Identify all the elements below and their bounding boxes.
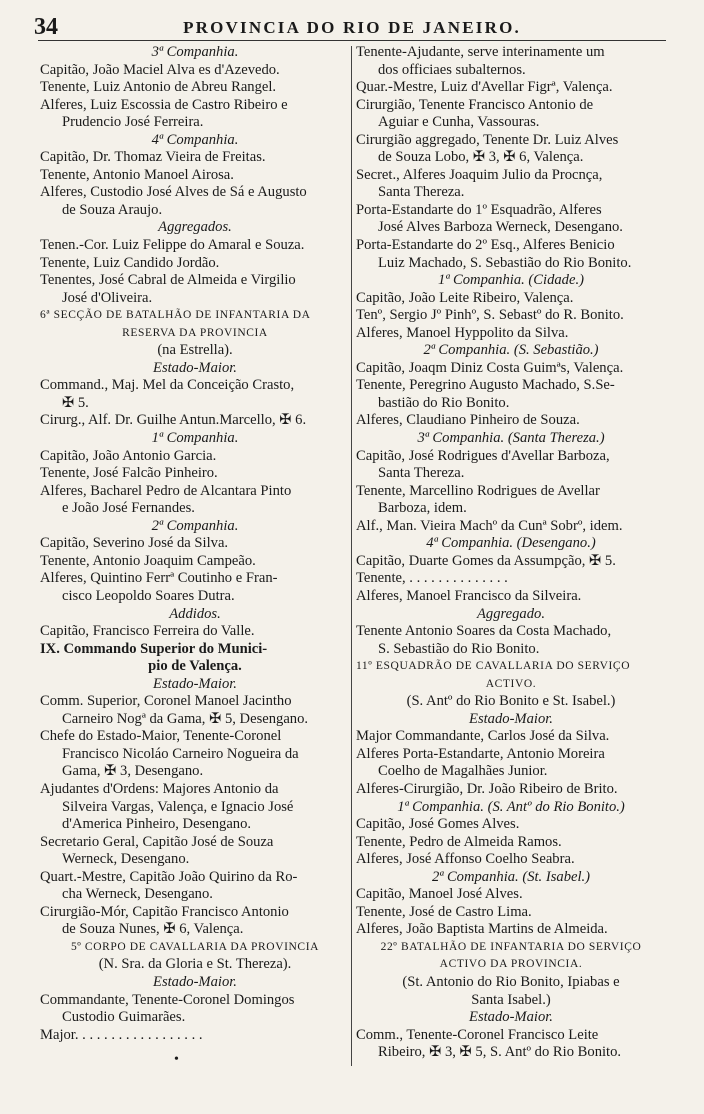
- page-header: [30, 8, 674, 40]
- text-line: Alferes, Bacharel Pedro de Alcantara Pinto: [40, 482, 292, 499]
- text-line: 1ª Companhia.: [151, 430, 239, 447]
- text-line: Alferes, Luiz Escossia de Castro Ribeiro e: [40, 96, 288, 113]
- text-line: Capitão, Manoel José Alves.: [356, 886, 523, 903]
- text-line: Capitão, José Gomes Alves.: [356, 816, 520, 833]
- text-line: Estado-Maior.: [153, 359, 237, 376]
- text-line: Werneck, Desengano.: [62, 851, 190, 868]
- text-line: de Souza Araujo.: [62, 201, 163, 218]
- text-line: 4ª Companhia. (Desengano.): [426, 535, 596, 552]
- text-line: Tenente-Ajudante, serve interinamente um: [356, 44, 605, 60]
- text-line: Cirurgião, Tenente Francisco Antonio de: [356, 96, 594, 113]
- text-line: Capitão, João Leite Ribeiro, Valença.: [356, 289, 574, 306]
- text-line: Porta-Estandarte do 1º Esquadrão, Alferes: [356, 201, 602, 218]
- text-line: Capitão, João Maciel Alva es d'Azevedo.: [40, 61, 280, 78]
- text-line: Alferes, Manoel Hyppolito da Silva.: [356, 324, 569, 341]
- text-line: Estado-Maior.: [469, 710, 553, 727]
- text-line: Tenente, Marcellino Rodrigues de Avellar: [356, 482, 600, 499]
- text-line: Alferes, Custodio José Alves de Sá e Augusto: [40, 184, 307, 201]
- text-line: Tenente, Antonio Joaquim Campeão.: [40, 552, 256, 569]
- text-line: Tenentes, José Cabral de Almeida e Virgilio: [40, 272, 296, 289]
- text-line: 11º ESQUADRÃO DE CAVALLARIA DO SERVIÇO: [356, 660, 631, 673]
- text-line: Gama, ✠ 3, Desengano.: [62, 763, 204, 780]
- text-line: Secretario Geral, Capitão José de Souza: [40, 833, 274, 850]
- text-line: Tenente, . . . . . . . . . . . . . .: [356, 570, 508, 587]
- text-line: Alferes, João Baptista Martins de Almeida.: [356, 921, 608, 938]
- text-line: José d'Oliveira.: [62, 289, 153, 306]
- text-line: Carneiro Nogª da Gama, ✠ 5, Desengano.: [62, 710, 309, 727]
- text-line: 2ª Companhia. (St. Isabel.): [431, 868, 591, 885]
- text-line: Cirurg., Alf. Dr. Guilhe Antun.Marcello, ✠ 6.: [40, 412, 307, 429]
- text-line: Chefe do Estado-Maior, Tenente-Coronel: [40, 728, 282, 745]
- text-line: Alferes-Cirurgião, Dr. João Ribeiro de Brito.: [356, 780, 618, 797]
- text-line: Coelho de Magalhães Junior.: [378, 763, 548, 780]
- text-line: Santa Isabel.): [471, 991, 551, 1008]
- left-column: [40, 44, 350, 1044]
- text-line: Major. . . . . . . . . . . . . . . . . .: [40, 1026, 203, 1043]
- text-line: Silveira Vargas, Valença, e Ignacio José: [62, 798, 294, 815]
- column-divider: [351, 46, 352, 1066]
- text-line: Santa Thereza.: [378, 465, 465, 482]
- text-line: Luiz Machado, S. Sebastião do Rio Bonito.: [378, 254, 632, 271]
- text-line: Quart.-Mestre, Capitão João Quirino da Ro-: [40, 868, 298, 885]
- text-line: Tenente Antonio Soares da Costa Machado,: [356, 623, 612, 640]
- page-number: 34: [34, 14, 58, 40]
- text-line: 4ª Companhia.: [151, 131, 239, 148]
- footer-mark: •: [174, 1052, 179, 1067]
- text-line: Aggregados.: [158, 219, 232, 236]
- text-line: Aguiar e Cunha, Vassouras.: [378, 114, 540, 131]
- text-line: Francisco Nicoláo Carneiro Nogueira da: [62, 745, 299, 762]
- text-line: RESERVA DA PROVINCIA: [122, 326, 268, 339]
- text-line: Prudencio José Ferreira.: [62, 114, 204, 131]
- text-line: pio de Valença.: [148, 658, 242, 675]
- text-line: bastião do Rio Bonito.: [378, 394, 510, 411]
- text-line: Command., Maj. Mel da Conceição Crasto,: [40, 377, 295, 394]
- text-line: (St. Antonio do Rio Bonito, Ipiabas e: [402, 973, 620, 990]
- text-line: Santa Thereza.: [378, 184, 465, 201]
- text-line: 3ª Companhia. (Santa Thereza.): [417, 430, 605, 447]
- text-line: cisco Leopoldo Soares Dutra.: [62, 587, 235, 604]
- text-line: Capitão, Dr. Thomaz Vieira de Freitas.: [40, 149, 266, 166]
- text-line: 1ª Companhia. (Cidade.): [438, 272, 584, 289]
- text-line: e João José Fernandes.: [62, 500, 195, 517]
- text-line: Ribeiro, ✠ 3, ✠ 5, S. Antº do Rio Bonito.: [378, 1044, 622, 1061]
- text-line: Tenente, Luiz Candido Jordão.: [40, 254, 220, 271]
- text-line: Porta-Estandarte do 2º Esq., Alferes Benicio: [356, 237, 615, 254]
- text-line: 2ª Companhia.: [151, 517, 239, 534]
- header-rule: [38, 40, 666, 41]
- text-line: Ajudantes d'Ordens: Majores Antonio da: [40, 780, 279, 797]
- text-line: Cirurgião aggregado, Tenente Dr. Luiz Alves: [356, 131, 619, 148]
- text-line: Tenente, Peregrino Augusto Machado, S.Se-: [356, 377, 615, 394]
- text-line: Tenente, Antonio Manoel Airosa.: [40, 166, 234, 183]
- text-line: 6ª SECÇÃO DE BATALHÃO DE INFANTARIA DA: [40, 309, 311, 322]
- page-title: PROVINCIA DO RIO DE JANEIRO.: [183, 18, 521, 37]
- text-line: Capitão, Duarte Gomes da Assumpção, ✠ 5.: [356, 552, 616, 569]
- text-line: (S. Antº do Rio Bonito e St. Isabel.): [406, 693, 616, 710]
- text-line: Major Commandante, Carlos José da Silva.: [356, 728, 610, 745]
- text-line: 22º BATALHÃO DE INFANTARIA DO SERVIÇO: [380, 940, 642, 953]
- text-line: Tenente, Luiz Antonio de Abreu Rangel.: [40, 79, 277, 96]
- text-line: Alferes, Claudiano Pinheiro de Souza.: [356, 412, 580, 429]
- text-line: Estado-Maior.: [469, 1009, 553, 1026]
- text-line: Capitão, José Rodrigues d'Avellar Barboza,: [356, 447, 610, 464]
- text-line: Comm. Superior, Coronel Manoel Jacintho: [40, 693, 292, 710]
- text-line: Quar.-Mestre, Luiz d'Avellar Figrª, Valença.: [356, 79, 613, 96]
- right-column: [356, 44, 666, 1062]
- text-line: Alferes, Manoel Francisco da Silveira.: [356, 587, 582, 604]
- text-line: Cirurgião-Mór, Capitão Francisco Antonio: [40, 903, 289, 920]
- text-line: 1ª Companhia. (S. Antº do Rio Bonito.): [397, 798, 625, 815]
- text-line: Capitão, Francisco Ferreira do Valle.: [40, 623, 255, 640]
- text-line: (na Estrella).: [157, 342, 233, 359]
- text-line: Aggregado.: [477, 605, 545, 622]
- text-line: Tenº, Sergio Jº Pinhº, S. Sebastº do R. Bonito.: [356, 307, 624, 324]
- text-line: Comm., Tenente-Coronel Francisco Leite: [356, 1026, 599, 1043]
- text-line: Tenente, Pedro de Almeida Ramos.: [356, 833, 562, 850]
- text-line: ACTIVO.: [485, 677, 537, 690]
- text-line: Commandante, Tenente-Coronel Domingos: [40, 991, 295, 1008]
- text-line: 2ª Companhia. (S. Sebastião.): [423, 342, 599, 359]
- text-line: Capitão, Severino José da Silva.: [40, 535, 229, 552]
- text-line: cha Werneck, Desengano.: [62, 886, 213, 903]
- text-line: 3ª Companhia.: [151, 44, 239, 60]
- text-line: Tenen.-Cor. Luiz Felippe do Amaral e Souza.: [40, 237, 305, 254]
- text-line: Alferes Porta-Estandarte, Antonio Moreira: [356, 745, 605, 762]
- text-line: IX. Commando Superior do Munici-: [40, 640, 268, 657]
- text-line: ✠ 5.: [62, 394, 89, 411]
- text-line: Barboza, idem.: [378, 500, 467, 517]
- text-line: Custodio Guimarães.: [62, 1009, 186, 1026]
- text-line: Alf., Man. Vieira Machº da Cunª Sobrº, idem.: [356, 517, 623, 534]
- text-line: Alferes, Quintino Ferrª Coutinho e Fran-: [40, 570, 278, 587]
- text-line: (N. Sra. da Gloria e St. Thereza).: [98, 956, 292, 973]
- text-line: Addidos.: [169, 605, 221, 622]
- text-line: Capitão, João Antonio Garcia.: [40, 447, 217, 464]
- text-line: de Souza Lobo, ✠ 3, ✠ 6, Valença.: [378, 149, 584, 166]
- text-line: Tenente, José Falcão Pinheiro.: [40, 465, 218, 482]
- text-line: de Souza Nunes, ✠ 6, Valença.: [62, 921, 244, 938]
- text-line: José Alves Barboza Werneck, Desengano.: [378, 219, 623, 236]
- text-line: S. Sebastião do Rio Bonito.: [378, 640, 540, 657]
- text-line: Alferes, José Affonso Coelho Seabra.: [356, 851, 575, 868]
- text-line: ACTIVO DA PROVINCIA.: [439, 958, 583, 971]
- text-line: Tenente, José de Castro Lima.: [356, 903, 532, 920]
- text-line: Estado-Maior.: [153, 973, 237, 990]
- text-line: Estado-Maior.: [153, 675, 237, 692]
- text-line: dos officiaes subalternos.: [378, 61, 526, 78]
- text-line: 5º CORPO DE CAVALLARIA DA PROVINCIA: [70, 940, 320, 953]
- text-line: d'America Pinheiro, Desengano.: [62, 816, 252, 833]
- text-line: Capitão, Joaqm Diniz Costa Guimªs, Valença.: [356, 359, 624, 376]
- text-line: Secret., Alferes Joaquim Julio da Procnça,: [356, 166, 603, 183]
